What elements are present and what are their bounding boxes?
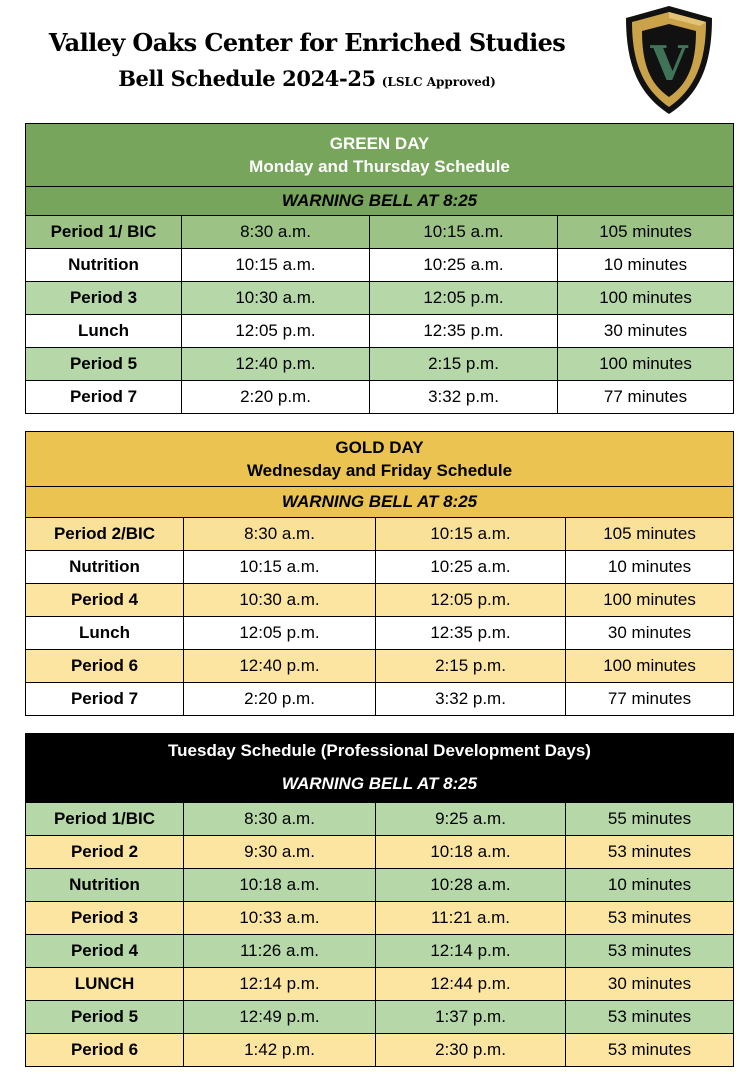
tuesday-schedule-table <box>25 733 734 1067</box>
duration: 10 minutes <box>566 869 734 902</box>
duration: 105 minutes <box>558 216 734 249</box>
start-time: 12:14 p.m. <box>184 968 376 1001</box>
duration: 30 minutes <box>558 315 734 348</box>
gold-day-subtitle: Wednesday and Friday Schedule <box>246 461 513 480</box>
duration: 77 minutes <box>558 381 734 414</box>
table-row <box>26 551 734 584</box>
end-time: 3:32 p.m. <box>376 683 566 716</box>
table-row <box>26 902 734 935</box>
end-time: 12:05 p.m. <box>376 584 566 617</box>
start-time: 10:30 a.m. <box>184 584 376 617</box>
period-label: Lunch <box>26 315 182 348</box>
document-header <box>0 0 746 120</box>
period-label: Period 6 <box>26 1034 184 1067</box>
table-row <box>26 803 734 836</box>
end-time: 11:21 a.m. <box>376 902 566 935</box>
start-time: 8:30 a.m. <box>184 518 376 551</box>
duration: 10 minutes <box>566 551 734 584</box>
start-time: 10:33 a.m. <box>184 902 376 935</box>
tuesday-warning-bell: WARNING BELL AT 8:25 <box>26 766 734 803</box>
period-label: Period 3 <box>26 902 184 935</box>
table-row <box>26 216 734 249</box>
period-label: Period 1/ BIC <box>26 216 182 249</box>
end-time: 2:15 p.m. <box>376 650 566 683</box>
green-day-subtitle: Monday and Thursday Schedule <box>249 157 510 176</box>
period-label: Lunch <box>26 617 184 650</box>
duration: 30 minutes <box>566 968 734 1001</box>
period-label: Period 2/BIC <box>26 518 184 551</box>
start-time: 10:30 a.m. <box>182 282 370 315</box>
duration: 10 minutes <box>558 249 734 282</box>
table-row <box>26 584 734 617</box>
end-time: 10:25 a.m. <box>376 551 566 584</box>
duration: 100 minutes <box>566 584 734 617</box>
duration: 53 minutes <box>566 836 734 869</box>
end-time: 3:32 p.m. <box>370 381 558 414</box>
table-row <box>26 968 734 1001</box>
end-time: 10:28 a.m. <box>376 869 566 902</box>
table-row <box>26 315 734 348</box>
table-row <box>26 518 734 551</box>
period-label: Period 3 <box>26 282 182 315</box>
start-time: 10:15 a.m. <box>182 249 370 282</box>
table-row <box>26 617 734 650</box>
table-row <box>26 1001 734 1034</box>
start-time: 12:05 p.m. <box>184 617 376 650</box>
period-label: Period 7 <box>26 683 184 716</box>
duration: 53 minutes <box>566 1034 734 1067</box>
svg-text:V: V <box>650 36 688 92</box>
duration: 100 minutes <box>566 650 734 683</box>
table-row <box>26 1034 734 1067</box>
period-label: Period 6 <box>26 650 184 683</box>
end-time: 12:14 p.m. <box>376 935 566 968</box>
green-day-title: GREEN DAY <box>329 134 430 153</box>
duration: 77 minutes <box>566 683 734 716</box>
end-time: 10:18 a.m. <box>376 836 566 869</box>
end-time: 2:15 p.m. <box>370 348 558 381</box>
school-shield-logo-icon <box>622 4 716 116</box>
end-time: 10:25 a.m. <box>370 249 558 282</box>
start-time: 2:20 p.m. <box>184 683 376 716</box>
table-row <box>26 935 734 968</box>
end-time: 2:30 p.m. <box>376 1034 566 1067</box>
period-label: Nutrition <box>26 551 184 584</box>
end-time: 12:05 p.m. <box>370 282 558 315</box>
end-time: 12:35 p.m. <box>370 315 558 348</box>
start-time: 12:05 p.m. <box>182 315 370 348</box>
green-day-warning-bell: WARNING BELL AT 8:25 <box>26 187 734 216</box>
schedule-title: Bell Schedule 2024-25 <box>118 66 376 91</box>
period-label: Period 7 <box>26 381 182 414</box>
gold-day-schedule-table <box>25 431 734 716</box>
table-row <box>26 869 734 902</box>
end-time: 9:25 a.m. <box>376 803 566 836</box>
start-time: 10:18 a.m. <box>184 869 376 902</box>
gold-day-title: GOLD DAY <box>335 438 424 457</box>
gold-day-warning-bell: WARNING BELL AT 8:25 <box>26 487 734 518</box>
table-row <box>26 381 734 414</box>
green-day-header <box>26 124 734 187</box>
period-label: Period 5 <box>26 348 182 381</box>
start-time: 12:40 p.m. <box>184 650 376 683</box>
table-row <box>26 836 734 869</box>
table-row <box>26 683 734 716</box>
duration: 53 minutes <box>566 935 734 968</box>
end-time: 12:44 p.m. <box>376 968 566 1001</box>
duration: 53 minutes <box>566 902 734 935</box>
start-time: 9:30 a.m. <box>184 836 376 869</box>
period-label: Nutrition <box>26 869 184 902</box>
end-time: 10:15 a.m. <box>376 518 566 551</box>
green-day-schedule-table <box>25 123 734 414</box>
tuesday-title: Tuesday Schedule (Professional Development Days) <box>26 734 734 767</box>
table-row <box>26 348 734 381</box>
duration: 100 minutes <box>558 282 734 315</box>
approval-note: (LSLC Approved) <box>381 75 496 89</box>
end-time: 12:35 p.m. <box>376 617 566 650</box>
start-time: 10:15 a.m. <box>184 551 376 584</box>
period-label: Period 5 <box>26 1001 184 1034</box>
start-time: 1:42 p.m. <box>184 1034 376 1067</box>
table-row <box>26 282 734 315</box>
start-time: 11:26 a.m. <box>184 935 376 968</box>
end-time: 1:37 p.m. <box>376 1001 566 1034</box>
school-name: Valley Oaks Center for Enriched Studies <box>48 28 566 57</box>
period-label: LUNCH <box>26 968 184 1001</box>
table-row <box>26 650 734 683</box>
period-label: Period 4 <box>26 935 184 968</box>
period-label: Period 4 <box>26 584 184 617</box>
start-time: 8:30 a.m. <box>184 803 376 836</box>
duration: 105 minutes <box>566 518 734 551</box>
table-row <box>26 249 734 282</box>
duration: 53 minutes <box>566 1001 734 1034</box>
gold-day-header <box>26 432 734 487</box>
start-time: 8:30 a.m. <box>182 216 370 249</box>
start-time: 2:20 p.m. <box>182 381 370 414</box>
period-label: Period 1/BIC <box>26 803 184 836</box>
end-time: 10:15 a.m. <box>370 216 558 249</box>
duration: 55 minutes <box>566 803 734 836</box>
period-label: Nutrition <box>26 249 182 282</box>
duration: 30 minutes <box>566 617 734 650</box>
schedule-title-line <box>0 66 614 91</box>
duration: 100 minutes <box>558 348 734 381</box>
start-time: 12:49 p.m. <box>184 1001 376 1034</box>
start-time: 12:40 p.m. <box>182 348 370 381</box>
period-label: Period 2 <box>26 836 184 869</box>
